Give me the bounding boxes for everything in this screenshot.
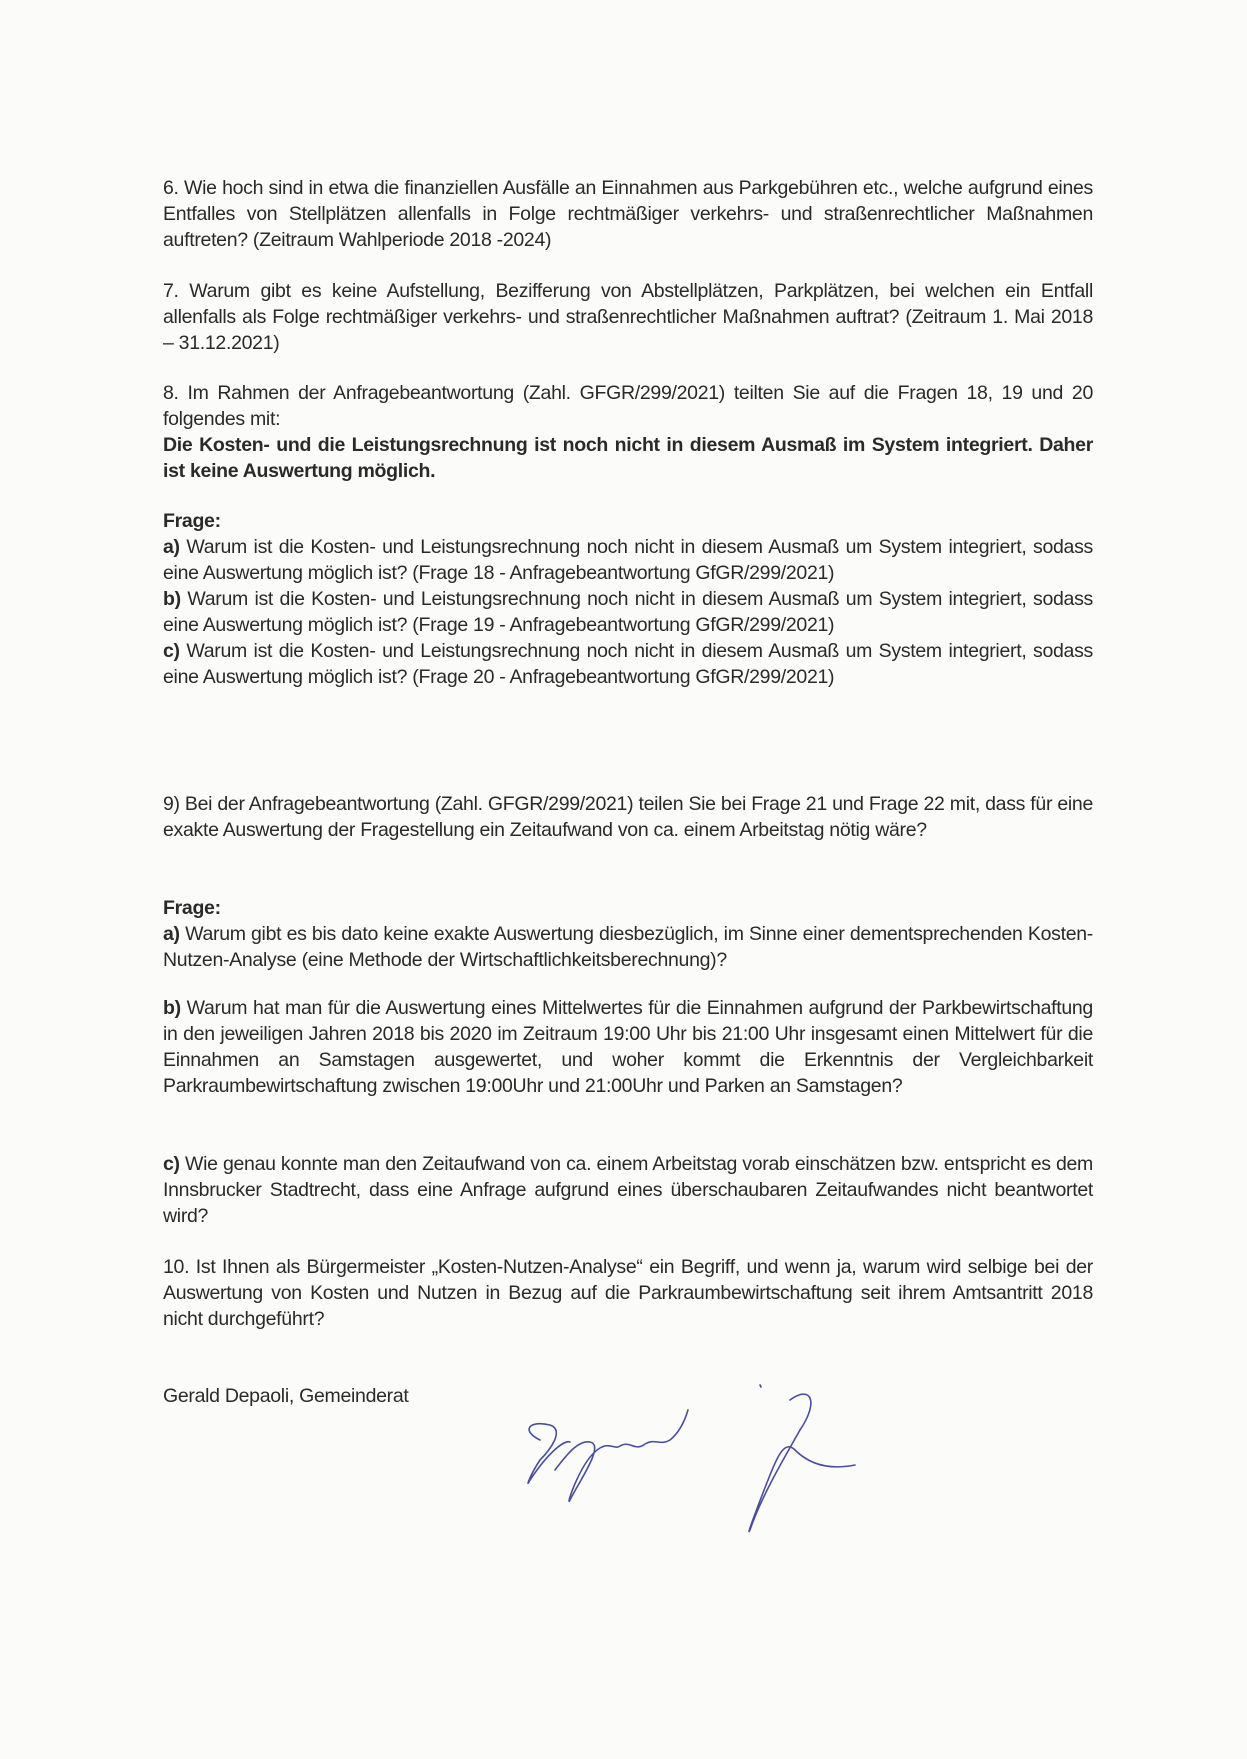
quoted-answer: Die Kosten- und die Leistungsrechnung ist noch nicht in diesem Ausmaß im System integriert. Daher ist keine Auswertung möglich. — [163, 434, 1093, 482]
frage-label: Frage: — [163, 510, 221, 532]
label-b: b) — [163, 588, 181, 610]
text-c: Warum ist die Kosten- und Leistungsrechnung noch nicht in diesem Ausmaß um System integriert, sodass eine Auswertung möglich ist? (Frage 20 - Anfragebeantwortung GfGR/299/2021) — [163, 640, 1094, 688]
subquestion-c — [163, 638, 1093, 690]
question-9-intro: 9) Bei der Anfragebeantwortung (Zahl. GFGR/299/2021) teilen Sie bei Frage 21 und Frage 22 mit, dass für eine exakte Auswertung der Fragestellung ein Zeitaufwand von ca. einem Arbeitstag nötig wäre? — [163, 793, 1093, 841]
text-b: Warum hat man für die Auswertung eines Mittelwertes für die Einnahmen aufgrund der Parkbewirtschaftung in den jeweiligen Jahren 2018 bis 2020 im Zeitraum 19:00 Uhr bis 21:00 Uhr insgesamt einen Mittelwert für die Einnahmen an Samstagen ausgewertet, und woher kommt die Erkenntnis der Vergleichbarkeit Parkraumbewirtschaftung zwischen 19:00Uhr und 21:00Uhr und Parken an Samstagen? — [163, 997, 1093, 1097]
question-7: 7. Warum gibt es keine Aufstellung, Bezifferung von Abstellplätzen, Parkplätzen, bei welchen ein Entfall allenfalls als Folge rechtmäßiger verkehrs- und straßenrechtlicher Maßnahmen auftrat? (Zeitraum 1. Mai 2018 – 31.12.2021) — [163, 280, 1093, 354]
text-b: Warum ist die Kosten- und Leistungsrechnung noch nicht in diesem Ausmaß um System integriert, sodass eine Auswertung möglich ist? (Frage 19 - Anfragebeantwortung GfGR/299/2021) — [163, 588, 1093, 636]
text-c: Wie genau konnte man den Zeitaufwand von ca. einem Arbeitstag vorab einschätzen bzw. entspricht es dem Innsbrucker Stadtrecht, dass eine Anfrage aufgrund eines überschaubaren Zeitaufwandes nicht beantwortet wird? — [163, 1153, 1093, 1227]
question-8-subquestions — [163, 508, 1093, 690]
label-a: a) — [163, 536, 180, 558]
label-b: b) — [163, 997, 181, 1019]
question-9-c — [163, 1151, 1093, 1229]
label-c: c) — [163, 1153, 180, 1175]
signatory: Gerald Depaoli, Gemeinderat — [163, 1385, 409, 1407]
label-a: a) — [163, 923, 180, 945]
question-8-intro: 8. Im Rahmen der Anfragebeantwortung (Zahl. GFGR/299/2021) teilten Sie auf die Fragen 18, 19 und 20 folgendes mit: — [163, 382, 1093, 430]
question-10: 10. Ist Ihnen als Bürgermeister „Kosten-Nutzen-Analyse“ ein Begriff, und wenn ja, warum wird selbige bei der Auswertung von Kosten und Nutzen in Bezug auf die Parkraumbewirtschaftung seit ihrem Amtsantritt 2018 nicht durchgeführt? — [163, 1256, 1093, 1330]
question-9-b — [163, 995, 1093, 1099]
text-a: Warum gibt es bis dato keine exakte Auswertung diesbezüglich, im Sinne einer dementsprechenden Kosten-Nutzen-Analyse (eine Methode der Wirtschaftlichkeitsberechnung)? — [163, 923, 1093, 971]
question-6: 6. Wie hoch sind in etwa die finanziellen Ausfälle an Einnahmen aus Parkgebühren etc., welche aufgrund eines Entfalles von Stellplätzen allenfalls in Folge rechtmäßiger verkehrs- und straßenrechtlicher Maßnahmen auftreten? (Zeitraum Wahlperiode 2018 -2024) — [163, 177, 1093, 251]
subquestion-a — [163, 534, 1093, 586]
subquestion-b — [163, 586, 1093, 638]
question-9-a — [163, 895, 1093, 973]
text-a: Warum ist die Kosten- und Leistungsrechnung noch nicht in diesem Ausmaß um System integriert, sodass eine Auswertung möglich ist? (Frage 18 - Anfragebeantwortung GfGR/299/2021) — [163, 536, 1094, 584]
frage-label: Frage: — [163, 897, 221, 919]
signature — [510, 1380, 870, 1540]
label-c: c) — [163, 640, 180, 662]
